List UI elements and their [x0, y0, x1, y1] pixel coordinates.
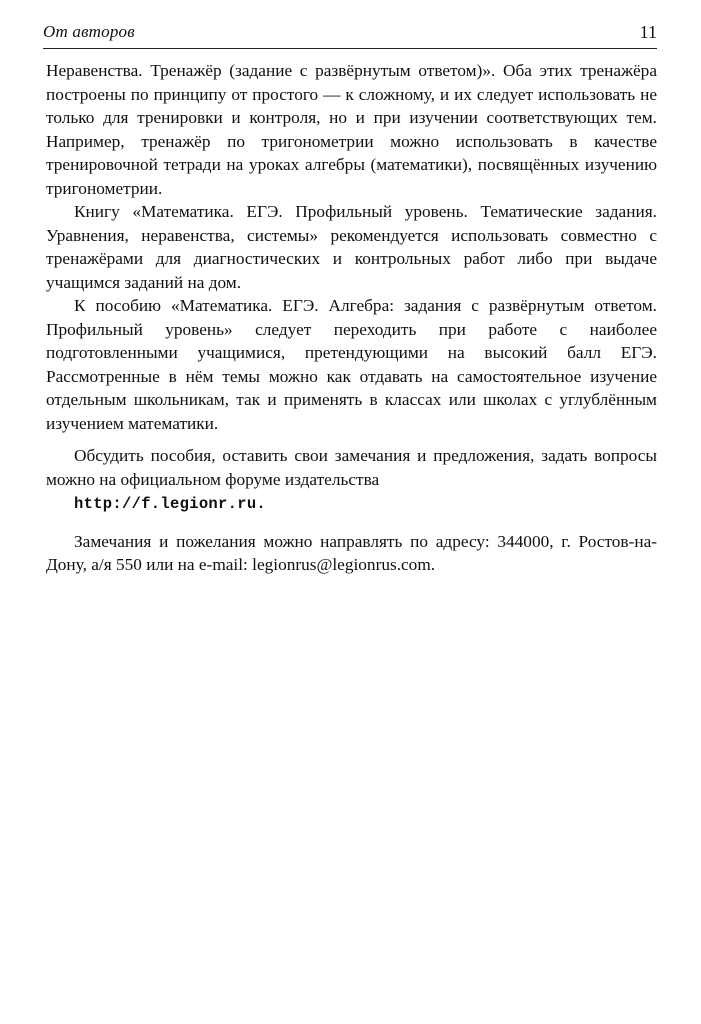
page-number: 11	[639, 22, 657, 42]
forum-url-link[interactable]: http://f.legionr.ru.	[74, 495, 267, 513]
paragraph-contacts: Замечания и пожелания можно направлять по адресу: 344000, г. Ростов-на-Дону, а/я 550 или на e-mail: legionrus@legionrus.com.	[46, 531, 657, 574]
running-title: От авторов	[43, 22, 135, 41]
page-body	[46, 59, 657, 577]
forum-text: Обсудить пособия, оставить свои замечания и предложения, задать вопросы можно на официальном форуме издательства	[46, 446, 657, 489]
paragraph-algebra-book: К пособию «Математика. ЕГЭ. Алгебра: задания с развёрнутым ответом. Профильный уровень» следует переходить при работе с наиболее подготовленными учащимися, претендующими на высокий балл ЕГЭ. Рассмотренные в нём темы можно как отдавать на самостоятельное изучение отдельным школьникам, так и применять в классах или школах с углублённым изучением математики.	[46, 296, 657, 433]
paragraph-continuation: Неравенства. Тренажёр (задание с развёрнутым ответом)». Оба этих тренажёра построены по принципу от простого — к сложному, и их следует использовать не только для тренировки и контроля, но и при изучении соответствующих тем. Например, тренажёр по тригонометрии можно использовать в качестве тренировочной тетради на уроках алгебры (математики), посвящённых изучению тригонометрии.	[46, 61, 657, 198]
paragraph-forum	[46, 444, 657, 491]
paragraph-thematic-book: Книгу «Математика. ЕГЭ. Профильный уровень. Тематические задания. Уравнения, неравенства, системы» рекомендуется использовать совместно с тренажёрами для диагностических и контрольных работ либо при выдаче учащимся заданий на дом.	[46, 202, 657, 292]
forum-url-line	[46, 491, 657, 517]
page-header	[43, 20, 657, 49]
